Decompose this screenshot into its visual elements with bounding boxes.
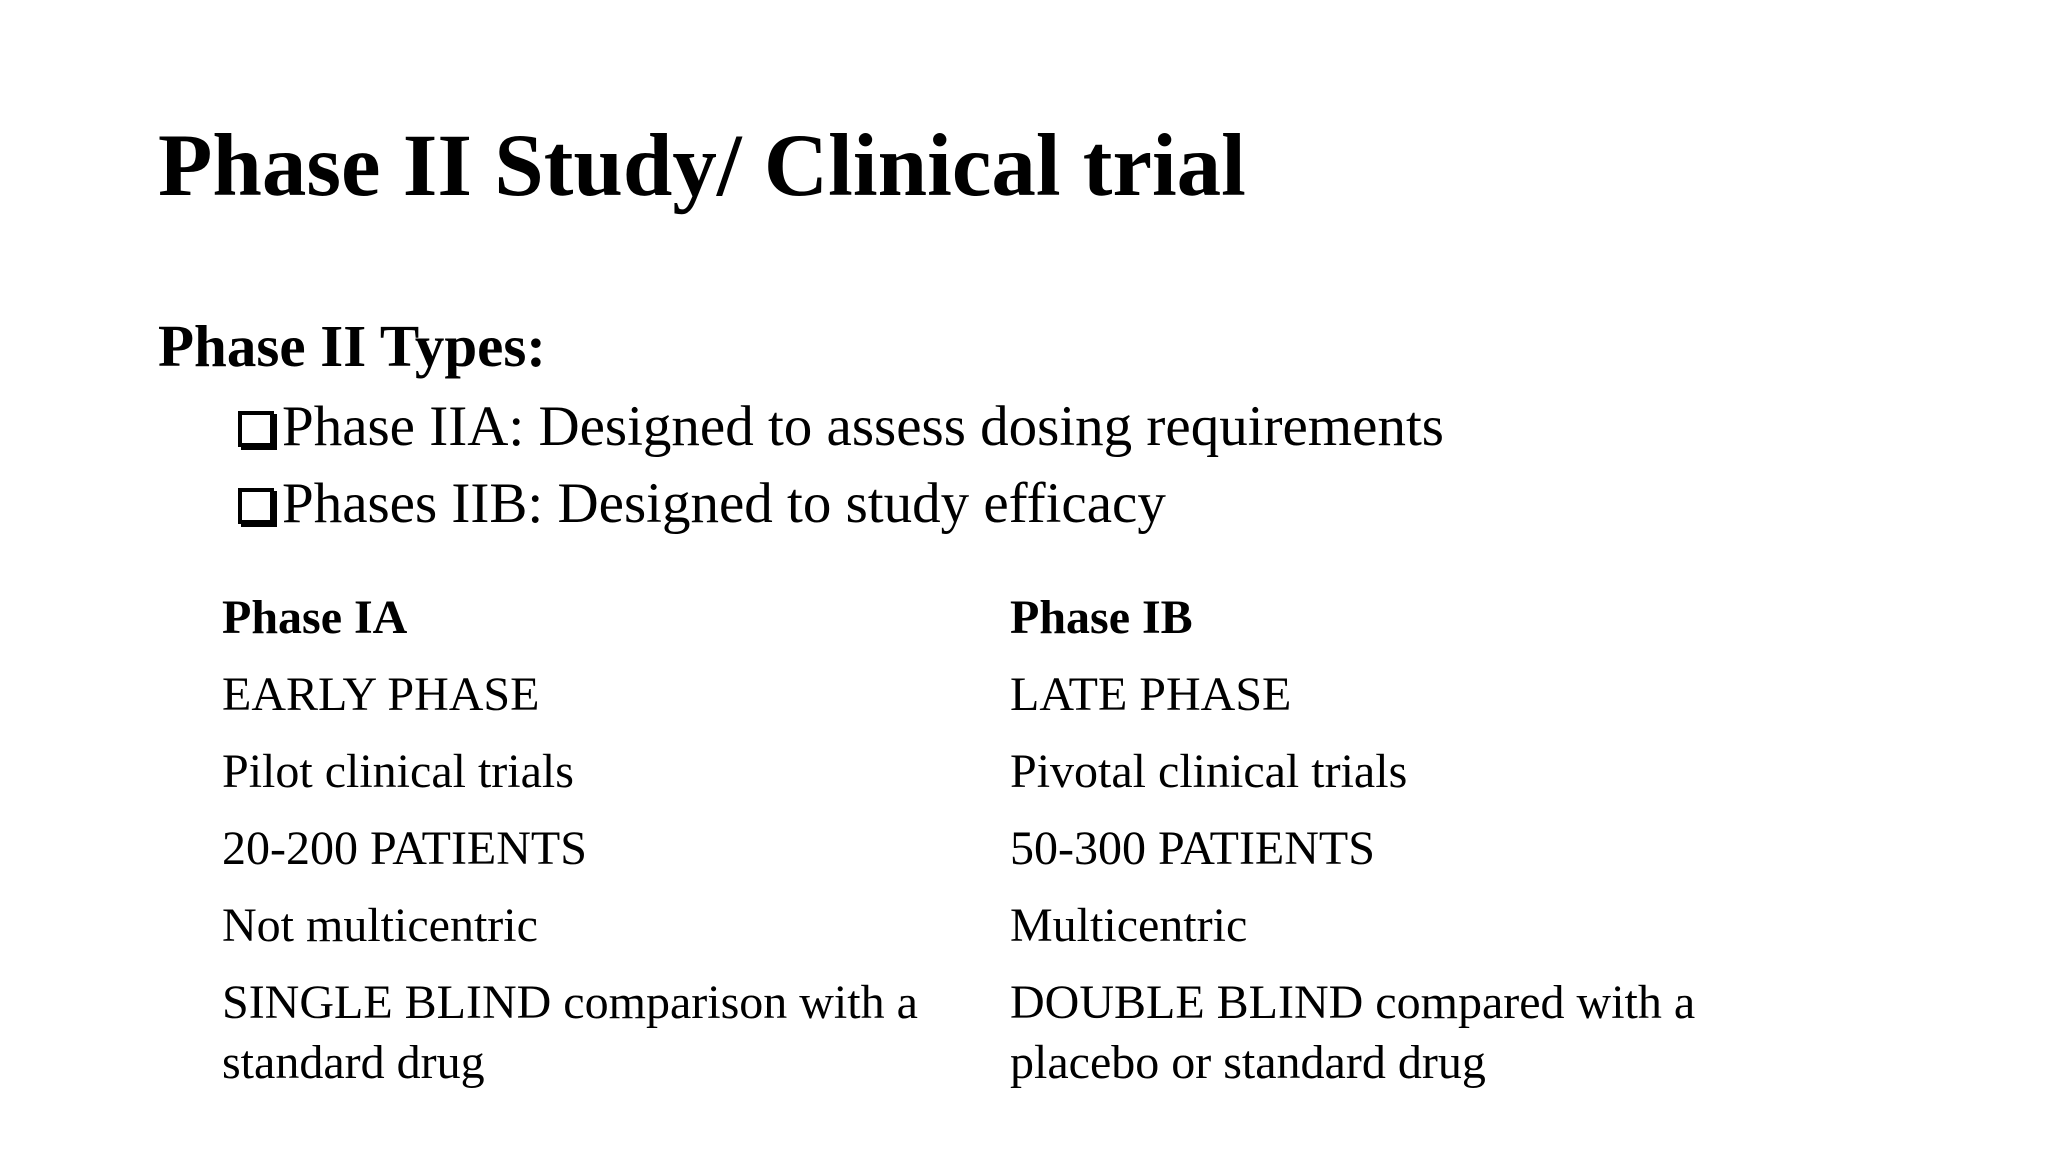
table-cell: DOUBLE BLIND compared with a placebo or standard drug — [1010, 976, 1696, 1089]
table-cell: Not multicentric — [222, 899, 538, 952]
table-row — [222, 896, 1810, 973]
table-cell: 50-300 PATIENTS — [1010, 822, 1375, 875]
slide-title: Phase II Study/ Clinical trial — [158, 117, 1246, 215]
comparison-table — [222, 588, 1810, 1110]
table-cell: Pivotal clinical trials — [1010, 745, 1408, 798]
table-cell: Multicentric — [1010, 899, 1248, 952]
bullet-text: Phase IIA: Designed to assess dosing requirements — [282, 395, 1444, 458]
bullet-list — [238, 388, 1444, 542]
table-cell: EARLY PHASE — [222, 668, 540, 721]
bullet-item — [238, 388, 1444, 465]
table-row — [222, 665, 1810, 742]
column-header: Phase IB — [1010, 591, 1193, 644]
table-row — [222, 819, 1810, 896]
table-cell: 20-200 PATIENTS — [222, 822, 587, 875]
table-header-row — [222, 588, 1810, 665]
column-header: Phase IA — [222, 591, 408, 644]
bullet-item — [238, 465, 1444, 542]
checkbox-square-icon — [238, 488, 274, 524]
bullet-text: Phases IIB: Designed to study efficacy — [282, 472, 1166, 535]
section-heading: Phase II Types: — [158, 313, 546, 379]
table-cell: LATE PHASE — [1010, 668, 1292, 721]
table-row — [222, 973, 1810, 1110]
table-row — [222, 742, 1810, 819]
checkbox-square-icon — [238, 411, 274, 447]
table-cell: SINGLE BLIND comparison with a standard drug — [222, 976, 918, 1089]
table-cell: Pilot clinical trials — [222, 745, 574, 798]
